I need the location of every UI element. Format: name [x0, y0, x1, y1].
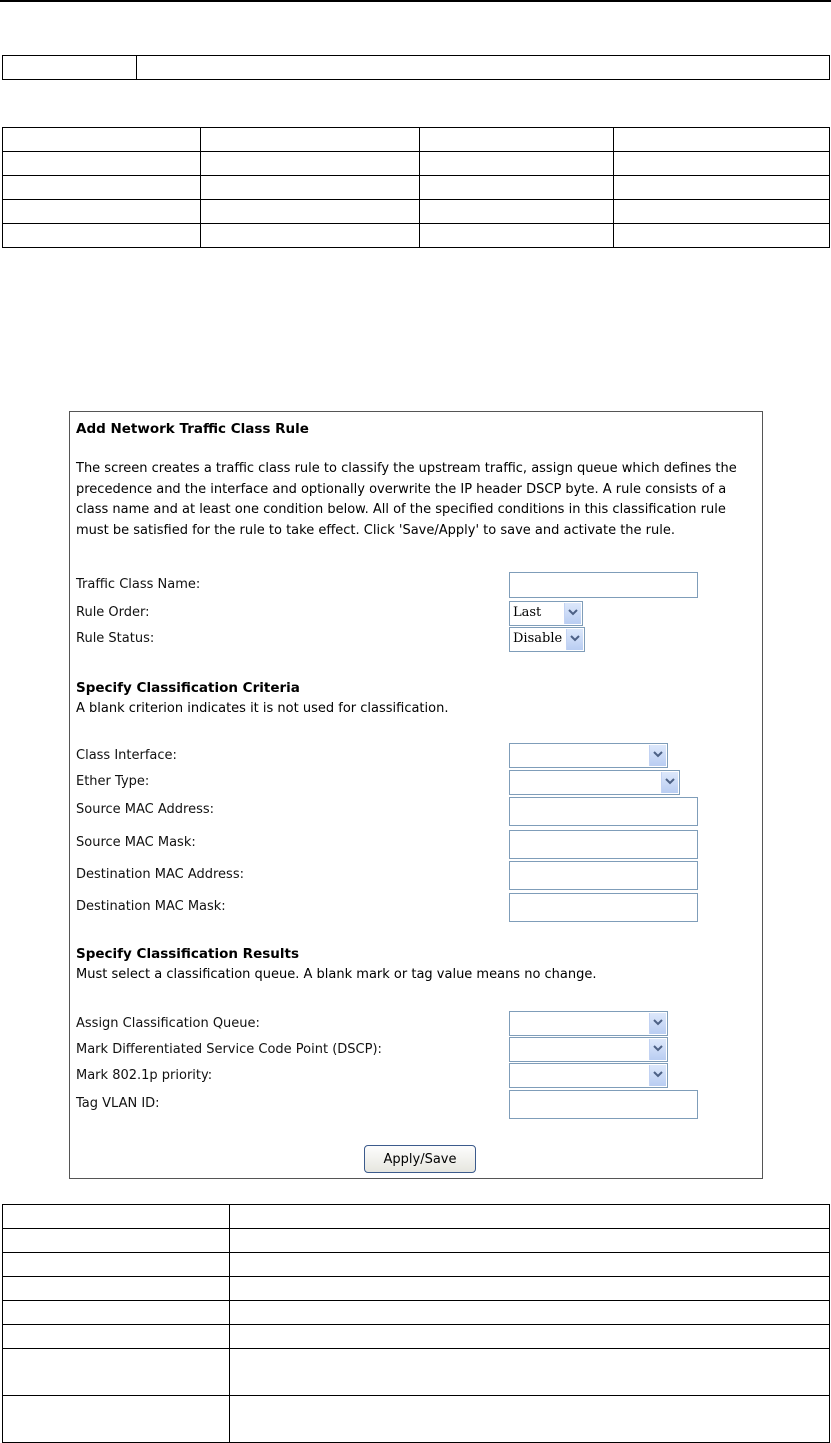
- rule-order-select[interactable]: [509, 601, 583, 626]
- criteria-heading: Specify Classification Criteria: [76, 680, 300, 696]
- source-mac-mask-input[interactable]: [509, 830, 698, 859]
- document-table-1: [2, 55, 830, 80]
- mark-8021p-select[interactable]: [509, 1063, 668, 1088]
- traffic-class-name-label: Traffic Class Name:: [76, 577, 201, 592]
- ether-type-select[interactable]: [509, 770, 680, 795]
- chevron-down-icon: [566, 629, 583, 650]
- rule-status-value: Disable: [513, 631, 563, 646]
- traffic-class-name-input[interactable]: [509, 572, 698, 598]
- destination-mac-mask-label: Destination MAC Mask:: [76, 899, 226, 914]
- rule-status-label: Rule Status:: [76, 631, 155, 646]
- results-heading: Specify Classification Results: [76, 946, 299, 962]
- destination-mac-address-input[interactable]: [509, 861, 698, 890]
- chevron-down-icon: [649, 1065, 666, 1086]
- mark-8021p-label: Mark 802.1p priority:: [76, 1068, 213, 1083]
- class-interface-label: Class Interface:: [76, 748, 177, 763]
- destination-mac-address-label: Destination MAC Address:: [76, 867, 244, 882]
- criteria-note: A blank criterion indicates it is not used for classification.: [76, 701, 449, 716]
- results-note: Must select a classification queue. A blank mark or tag value means no change.: [76, 967, 597, 982]
- source-mac-address-input[interactable]: [509, 797, 698, 826]
- tag-vlan-id-label: Tag VLAN ID:: [76, 1096, 160, 1111]
- page-top-rule: [0, 0, 831, 2]
- rule-order-value: Last: [513, 605, 542, 620]
- rule-order-label: Rule Order:: [76, 605, 150, 620]
- destination-mac-mask-input[interactable]: [509, 893, 698, 922]
- chevron-down-icon: [649, 1039, 666, 1060]
- mark-dscp-label: Mark Differentiated Service Code Point (DSCP):: [76, 1042, 382, 1057]
- assign-queue-label: Assign Classification Queue:: [76, 1016, 260, 1031]
- chevron-down-icon: [649, 745, 666, 766]
- rule-status-select[interactable]: [509, 627, 585, 652]
- ether-type-label: Ether Type:: [76, 774, 150, 789]
- document-table-2: [2, 127, 830, 248]
- chevron-down-icon: [564, 603, 581, 624]
- mark-dscp-select[interactable]: [509, 1037, 668, 1062]
- apply-save-button[interactable]: Apply/Save: [364, 1145, 476, 1173]
- chevron-down-icon: [649, 1013, 666, 1034]
- document-table-3: [2, 1204, 830, 1443]
- class-interface-select[interactable]: [509, 743, 668, 768]
- add-traffic-class-rule-panel: [69, 411, 763, 1179]
- chevron-down-icon: [661, 772, 678, 793]
- source-mac-address-label: Source MAC Address:: [76, 802, 215, 817]
- tag-vlan-id-input[interactable]: [509, 1090, 698, 1119]
- source-mac-mask-label: Source MAC Mask:: [76, 835, 196, 850]
- form-title: Add Network Traffic Class Rule: [76, 421, 309, 437]
- form-description: The screen creates a traffic class rule to classify the upstream traffic, assign queue which defines the precedence and the interface and optionally overwrite the IP header DSCP byte. A rule consists of a class name and at least one condition below. All of the specified conditions in this classification rule must be satisfied for the rule to take effect. Click 'Save/Apply' to save and activate the rule.: [76, 461, 737, 538]
- assign-queue-select[interactable]: [509, 1011, 668, 1036]
